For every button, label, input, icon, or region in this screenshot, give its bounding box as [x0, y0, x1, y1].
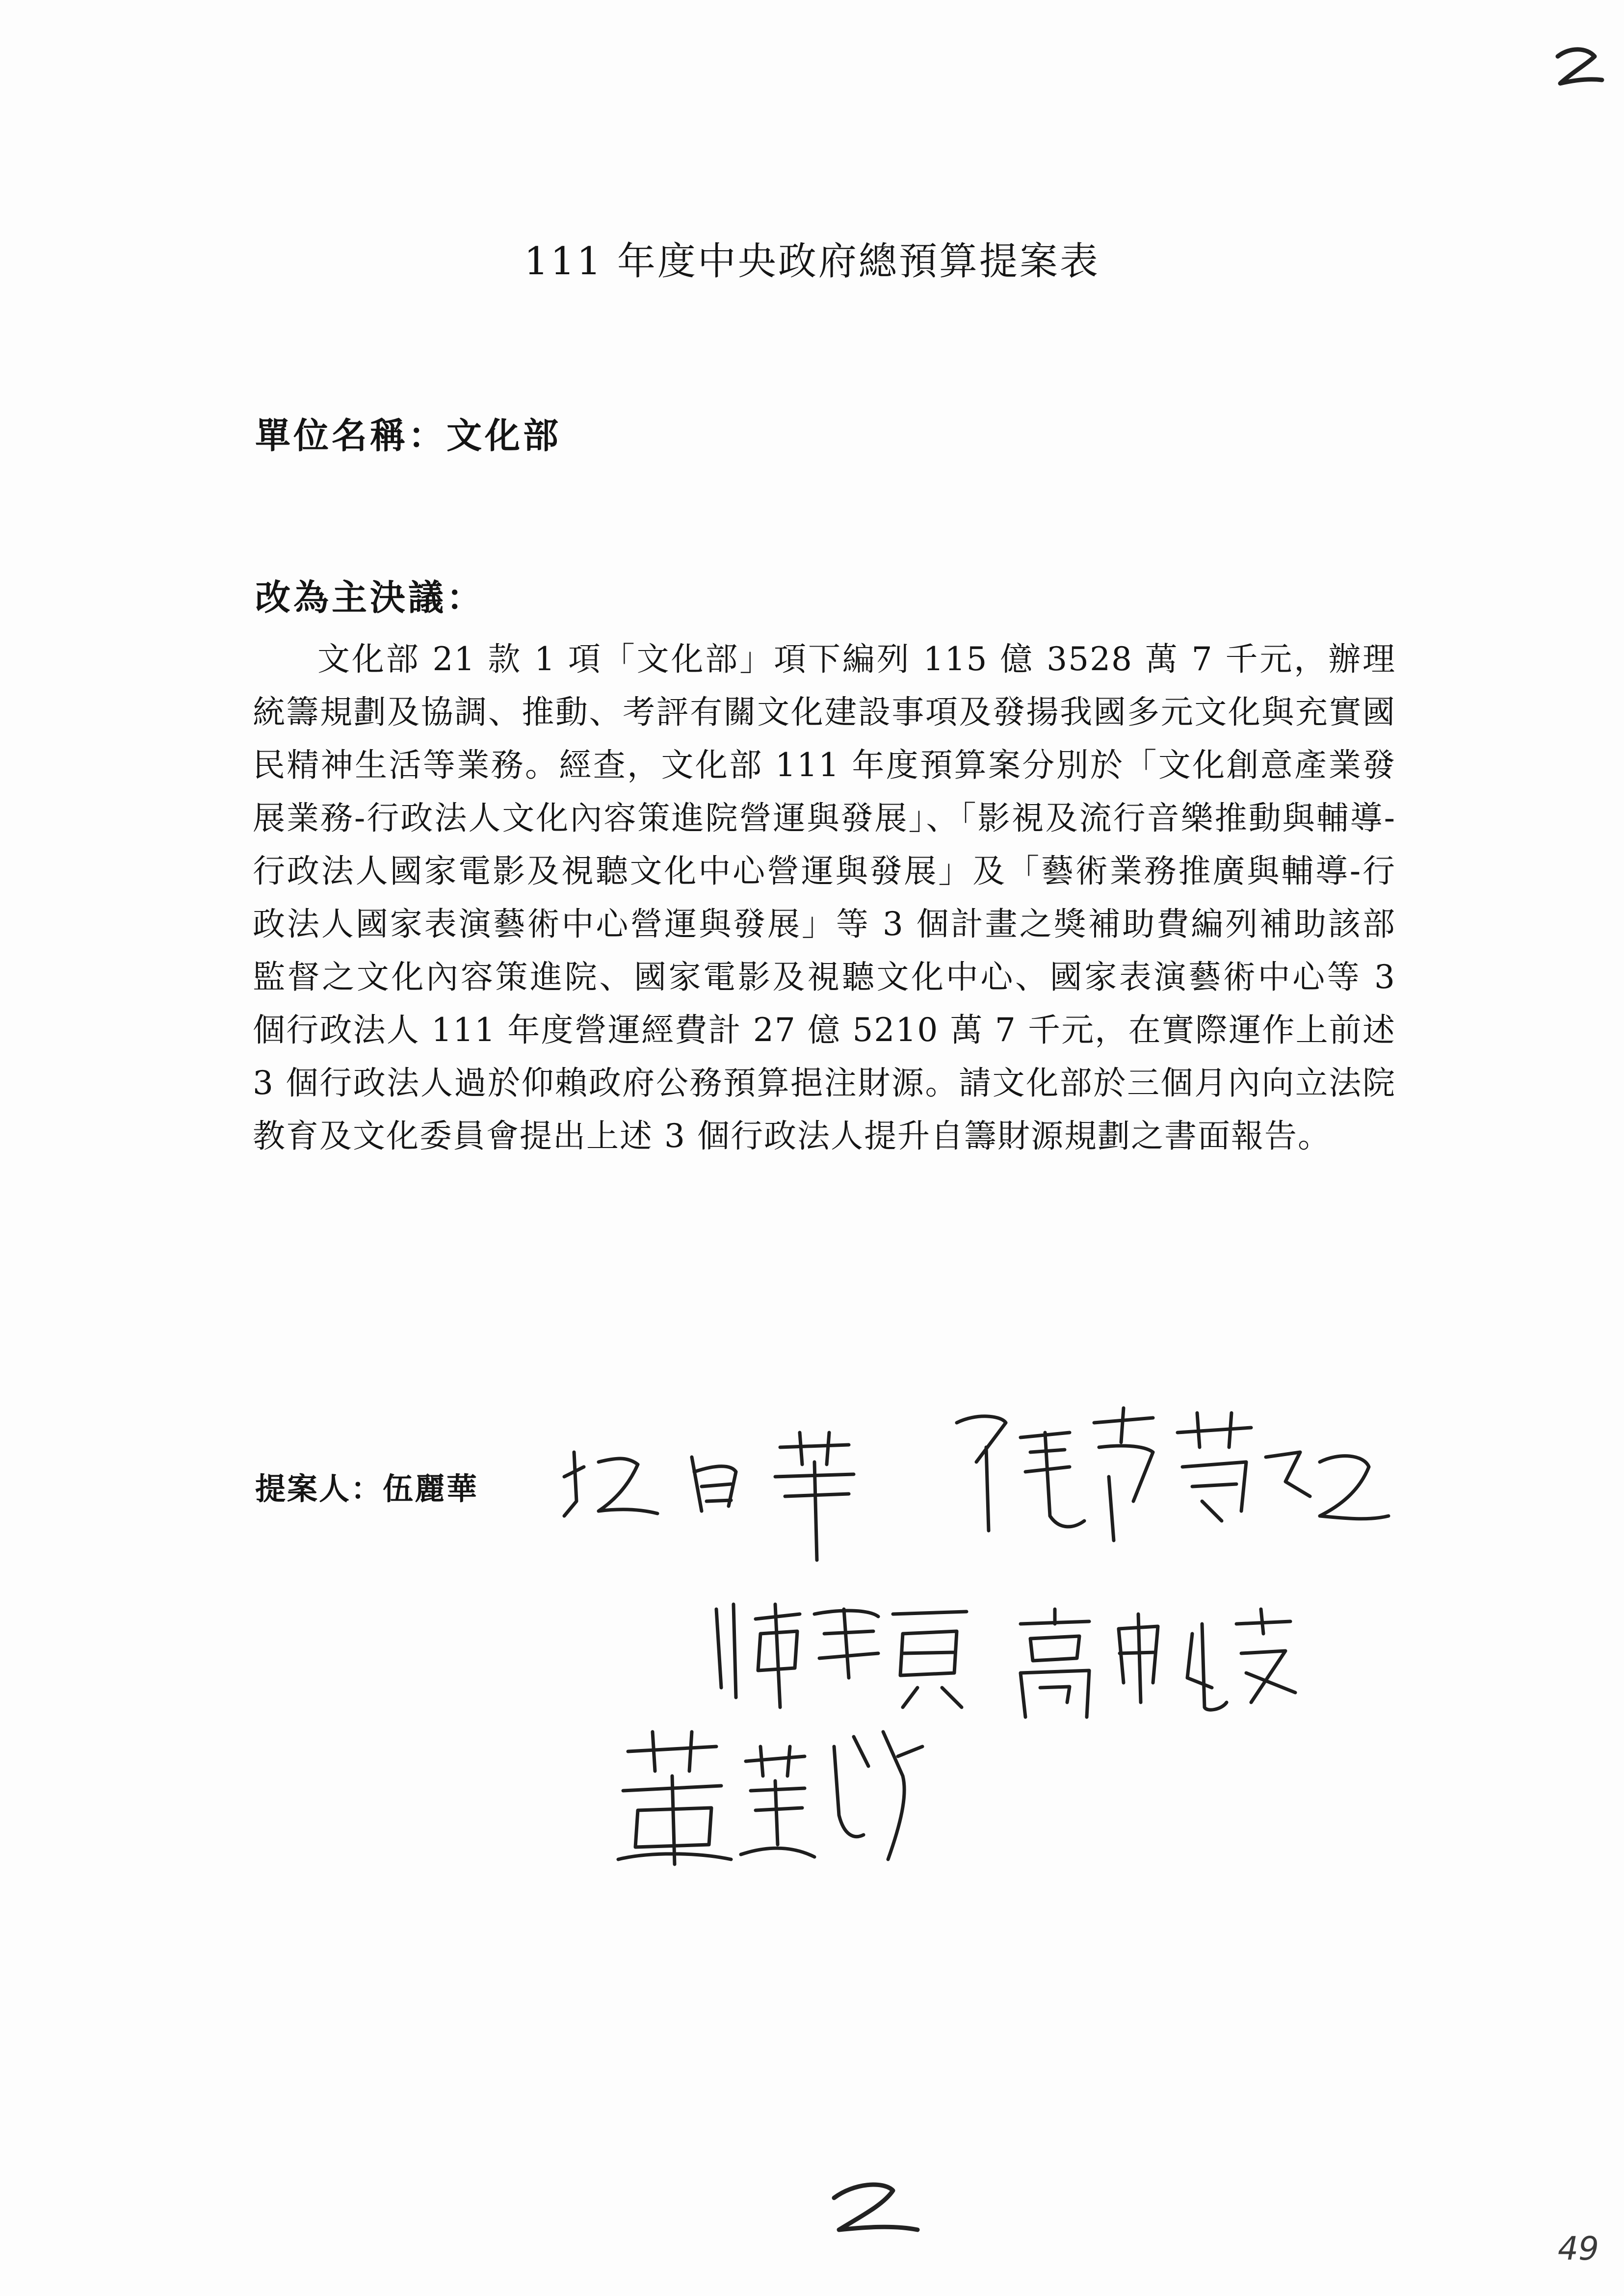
document-title: 111 年度中央政府總預算提案表: [524, 239, 1100, 284]
signature-chen-hsiu-pao: [707, 1590, 981, 1717]
signature-huang-kuo-shu: [608, 1717, 932, 1874]
bottom-page-mark: [824, 2178, 922, 2242]
page-number: 49: [1558, 2230, 1599, 2268]
signature-wu-li-hua: [554, 1418, 908, 1565]
proposer-line: 提案人：伍麗華: [255, 1471, 479, 1507]
resolution-body: 文化部 21 款 1 項「文化部」項下編列 115 億 3528 萬 7 千元，辦理統籌規劃及協調、推動、考評有關文化建設事項及發揚我國多元文化與充實國民精神生活等業務。經查，文化部 111 年度預算案分別於「文化創意產業發展業務-行政法人文化內容策進院營運與發展」、「影視及流行音樂推動與輔導-行政法人國家電影及視聽文化中心營運與發展」及「藝術業務推廣與輔導-行政法人國家表演藝術中心營運與發展」等 3 個計畫之獎補助費編列補助該部監督之文化內容策進院、國家電影及視聽文化中心、國家表演藝術中心等 3 個行政法人 111 年度營運經費計 27 億 5210 萬 7 千元，在實際運作上前述 3 個行政法人過於仰賴政府公務預算挹注財源。請文化部於三個月內向立法院教育及文化委員會提出上述 3 個行政法人提升自籌財源規劃之書面報告。: [253, 640, 1396, 1155]
unit-name: 單位名稱：文化部: [255, 415, 562, 456]
signature-chang-liao-wan-chien: [947, 1403, 1398, 1550]
corner-page-mark: [1553, 42, 1607, 96]
signature-kao-hung-an: [1006, 1604, 1300, 1722]
resolution-heading: 改為主決議：: [255, 576, 485, 618]
